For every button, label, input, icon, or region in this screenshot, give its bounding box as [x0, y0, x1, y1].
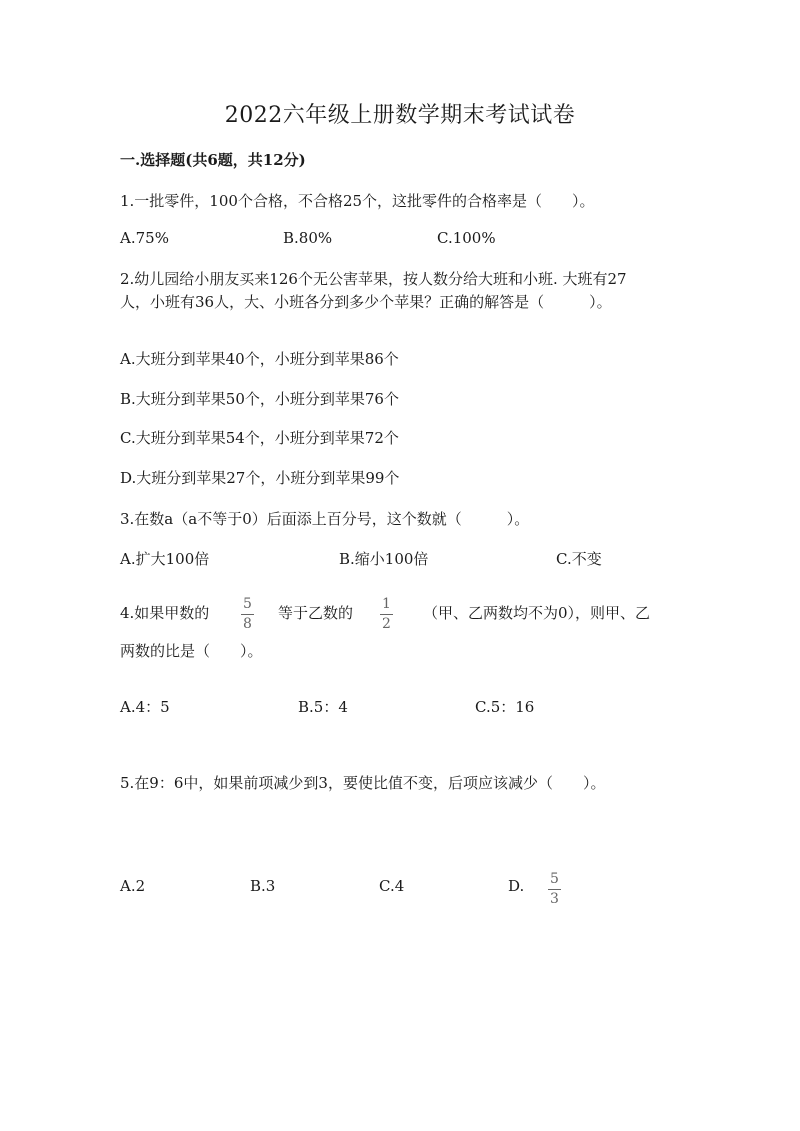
fraction-denominator: 2	[382, 616, 391, 632]
q4-fraction-5-8	[241, 597, 254, 631]
q5-option-b: B.3	[250, 877, 276, 895]
q5-option-a: A.2	[120, 877, 146, 895]
q3-option-c: C.不变	[556, 550, 602, 568]
q5-fraction-5-3	[548, 872, 561, 906]
question-4-part-2: 等于乙数的	[278, 604, 354, 622]
question-3-text: 3.在数a（a不等于0）后面添上百分号，这个数就（ ）。	[120, 510, 530, 528]
q3-option-b: B.缩小100倍	[339, 550, 429, 568]
fraction-denominator: 8	[243, 616, 252, 632]
fraction-denominator: 3	[550, 891, 559, 907]
q3-option-a: A.扩大100倍	[120, 550, 210, 568]
q4-option-b: B.5：4	[298, 698, 348, 716]
fraction-numerator: 1	[382, 596, 391, 612]
question-5-text: 5.在9：6中，如果前项减少到3，要使比值不变，后项应该减少（ ）。	[120, 774, 606, 792]
question-2-line-1: 2.幼儿园给小朋友买来126个无公害苹果，按人数分给大班和小班. 大班有27	[120, 270, 627, 288]
q1-option-a: A.75%	[120, 229, 169, 247]
q5-option-c: C.4	[379, 877, 405, 895]
question-4-line-2: 两数的比是（ ）。	[120, 642, 263, 660]
q1-option-b: B.80%	[283, 229, 333, 247]
fraction-bar	[380, 614, 393, 615]
q4-fraction-1-2	[380, 597, 393, 631]
q1-option-c: C.100%	[437, 229, 496, 247]
exam-title: 2022六年级上册数学期末考试试卷	[224, 103, 576, 128]
q4-option-c: C.5：16	[475, 698, 535, 716]
q2-option-a: A.大班分到苹果40个，小班分到苹果86个	[120, 350, 399, 368]
question-4-part-1: 4.如果甲数的	[120, 604, 210, 622]
fraction-bar	[241, 614, 254, 615]
q4-option-a: A.4：5	[120, 698, 170, 716]
question-2-line-2: 人，小班有36人，大、小班各分到多少个苹果？正确的解答是（ ）。	[120, 293, 612, 311]
question-1-text: 1.一批零件，100个合格，不合格25个，这批零件的合格率是（ ）。	[120, 192, 595, 210]
fraction-numerator: 5	[243, 596, 252, 612]
q5-option-d: D.	[508, 877, 525, 895]
question-4-part-3: （甲、乙两数均不为0），则甲、乙	[423, 604, 651, 622]
fraction-bar	[548, 889, 561, 890]
q2-option-d: D.大班分到苹果27个，小班分到苹果99个	[120, 469, 400, 487]
q2-option-c: C.大班分到苹果54个，小班分到苹果72个	[120, 429, 399, 447]
fraction-numerator: 5	[550, 871, 559, 887]
section-heading: 一.选择题(共6题，共12分)	[120, 151, 306, 169]
q2-option-b: B.大班分到苹果50个，小班分到苹果76个	[120, 390, 399, 408]
